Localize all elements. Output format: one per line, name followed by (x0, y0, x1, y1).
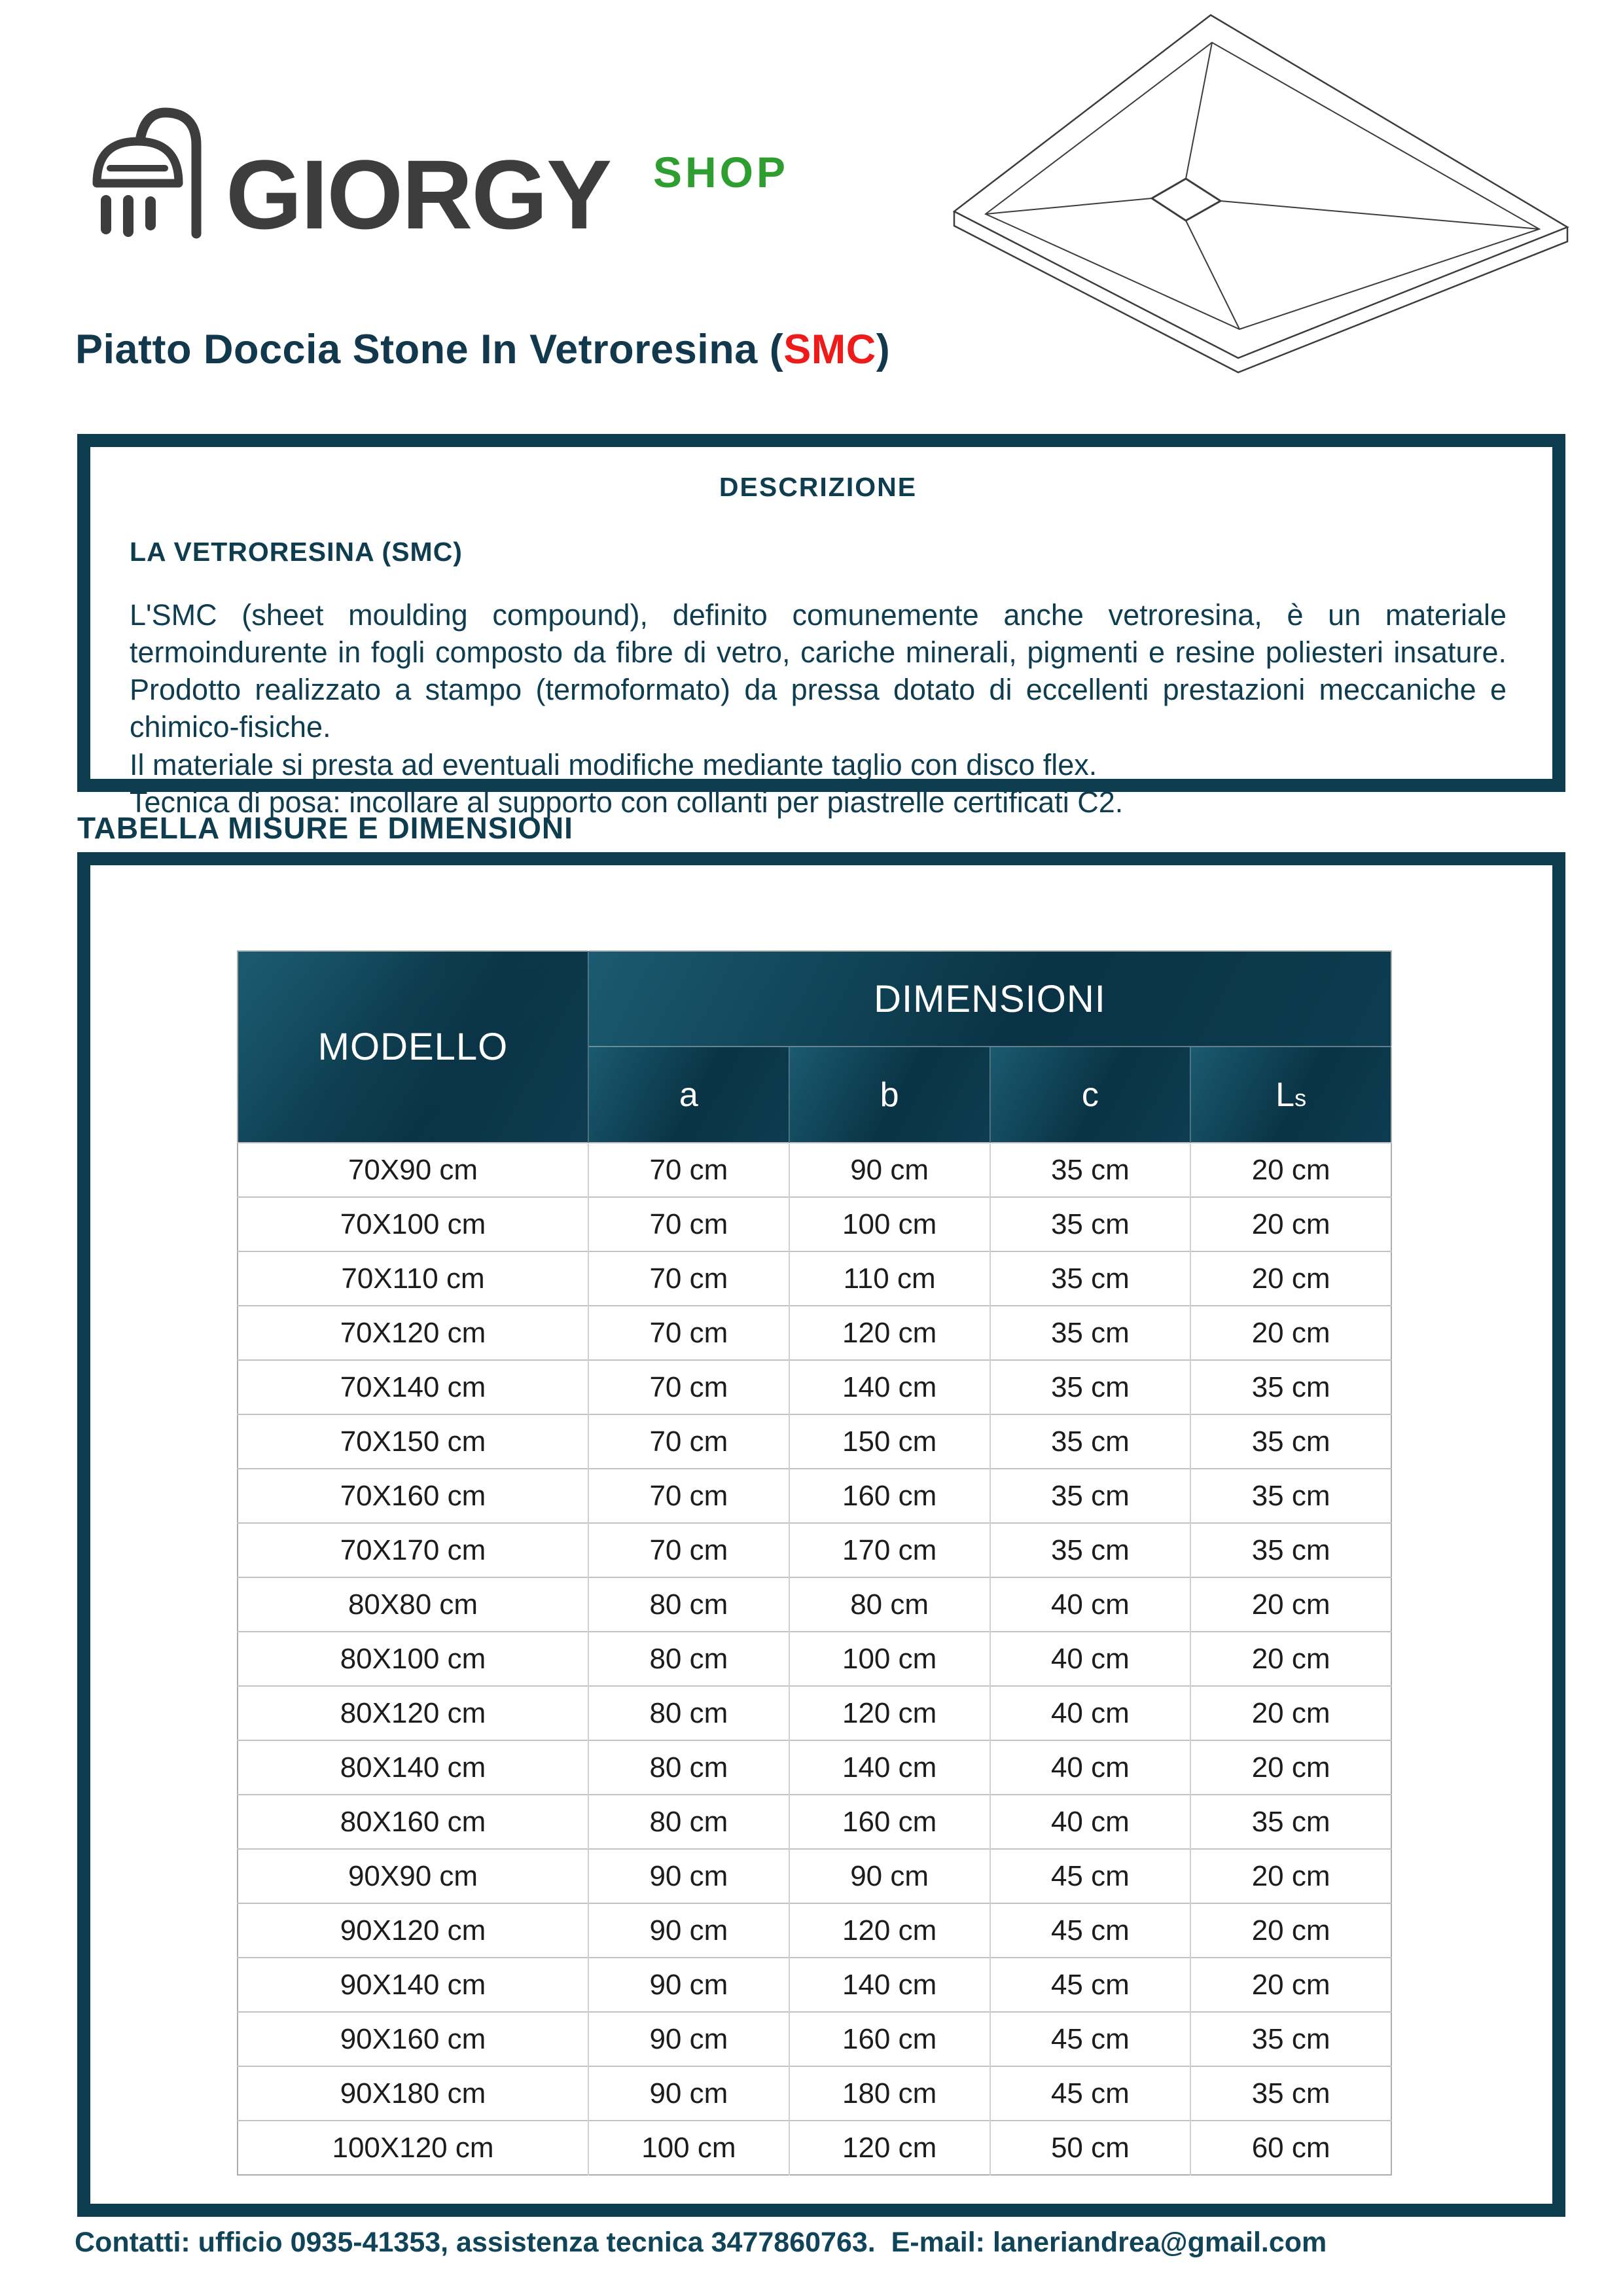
cell: 80 cm (588, 1632, 789, 1686)
cell: 90X120 cm (238, 1903, 588, 1958)
table-row (238, 1849, 1391, 1903)
description-heading: DESCRIZIONE (719, 472, 918, 502)
cell: 110 cm (789, 1251, 990, 1306)
column-header-dimensioni: DIMENSIONI (588, 951, 1391, 1047)
table-row (238, 1143, 1391, 1197)
cell: 70X100 cm (238, 1197, 588, 1251)
shower-tray-drawing (949, 10, 1587, 376)
cell: 70X110 cm (238, 1251, 588, 1306)
cell: 140 cm (789, 1958, 990, 2012)
cell: 70 cm (588, 1469, 789, 1523)
cell: 20 cm (1190, 1197, 1391, 1251)
description-text (130, 596, 1507, 821)
cell: 80 cm (588, 1577, 789, 1632)
cell: 70 cm (588, 1306, 789, 1360)
cell: 90X160 cm (238, 2012, 588, 2066)
cell: 35 cm (990, 1251, 1191, 1306)
cell: 120 cm (789, 1686, 990, 1740)
page-title (75, 326, 890, 373)
cell: 90X90 cm (238, 1849, 588, 1903)
cell: 35 cm (1190, 1360, 1391, 1414)
table-row (238, 1360, 1391, 1414)
cell: 35 cm (990, 1523, 1191, 1577)
description-box (77, 434, 1565, 819)
cell: 100 cm (789, 1632, 990, 1686)
description-subheading: LA VETRORESINA (SMC) (130, 537, 463, 567)
cell: 35 cm (1190, 1795, 1391, 1849)
cell: 20 cm (1190, 1251, 1391, 1306)
cell: 35 cm (990, 1197, 1191, 1251)
cell: 20 cm (1190, 1632, 1391, 1686)
table-body (238, 1143, 1391, 2175)
cell: 40 cm (990, 1740, 1191, 1795)
cell: 35 cm (990, 1414, 1191, 1469)
title-highlight: SMC (783, 327, 876, 372)
cell: 70X140 cm (238, 1360, 588, 1414)
table-header (238, 951, 1391, 1143)
cell: 70X120 cm (238, 1306, 588, 1360)
cell: 80X160 cm (238, 1795, 588, 1849)
column-header-c: c (990, 1047, 1191, 1143)
cell: 120 cm (789, 2121, 990, 2175)
cell: 45 cm (990, 2066, 1191, 2121)
cell: 35 cm (1190, 1414, 1391, 1469)
cell: 70 cm (588, 1360, 789, 1414)
cell: 20 cm (1190, 1686, 1391, 1740)
column-header-modello: MODELLO (238, 951, 588, 1143)
table-row (238, 1251, 1391, 1306)
column-header-b: b (789, 1047, 990, 1143)
table-row (238, 1686, 1391, 1740)
cell: 45 cm (990, 2012, 1191, 2066)
cell: 20 cm (1190, 1306, 1391, 1360)
cell: 35 cm (990, 1143, 1191, 1197)
cell: 20 cm (1190, 1740, 1391, 1795)
cell: 100 cm (588, 2121, 789, 2175)
cell: 45 cm (990, 1958, 1191, 2012)
column-header-ls: Ls (1190, 1047, 1391, 1143)
table-row (238, 1795, 1391, 1849)
cell: 90 cm (789, 1143, 990, 1197)
cell: 160 cm (789, 1469, 990, 1523)
cell: 20 cm (1190, 1577, 1391, 1632)
cell: 90 cm (588, 1903, 789, 1958)
cell: 35 cm (990, 1360, 1191, 1414)
cell: 80X80 cm (238, 1577, 588, 1632)
table-row (238, 2012, 1391, 2066)
dimensions-table (237, 950, 1392, 2176)
cell: 40 cm (990, 1686, 1191, 1740)
cell: 70 cm (588, 1197, 789, 1251)
title-prefix: Piatto Doccia Stone In Vetroresina ( (75, 327, 784, 372)
table-row (238, 1632, 1391, 1686)
cell: 40 cm (990, 1795, 1191, 1849)
cell: 35 cm (1190, 1469, 1391, 1523)
table-row (238, 1577, 1391, 1632)
cell: 35 cm (990, 1469, 1191, 1523)
dimensions-table-box (77, 852, 1565, 2217)
cell: 80X140 cm (238, 1740, 588, 1795)
cell: 90 cm (588, 2012, 789, 2066)
cell: 120 cm (789, 1903, 990, 1958)
cell: 120 cm (789, 1306, 990, 1360)
cell: 45 cm (990, 1849, 1191, 1903)
cell: 80X120 cm (238, 1686, 588, 1740)
cell: 20 cm (1190, 1143, 1391, 1197)
cell: 80 cm (789, 1577, 990, 1632)
cell: 70X150 cm (238, 1414, 588, 1469)
cell: 35 cm (1190, 1523, 1391, 1577)
cell: 20 cm (1190, 1903, 1391, 1958)
footer-contacts: Contatti: ufficio 0935-41353, assistenza tecnica 3477860763. E-mail: laneriandrea@gmail.com (75, 2227, 1327, 2258)
cell: 80 cm (588, 1795, 789, 1849)
table-row (238, 1197, 1391, 1251)
shower-icon (92, 98, 206, 245)
cell: 90 cm (588, 2066, 789, 2121)
cell: 70 cm (588, 1414, 789, 1469)
cell: 150 cm (789, 1414, 990, 1469)
cell: 100X120 cm (238, 2121, 588, 2175)
table-row (238, 1958, 1391, 2012)
cell: 180 cm (789, 2066, 990, 2121)
table-row (238, 1414, 1391, 1469)
brand-suffix: SHOP (653, 148, 789, 196)
cell: 90 cm (588, 1958, 789, 2012)
cell: 70 cm (588, 1143, 789, 1197)
cell: 70 cm (588, 1523, 789, 1577)
cell: 80X100 cm (238, 1632, 588, 1686)
table-row (238, 1469, 1391, 1523)
cell: 70 cm (588, 1251, 789, 1306)
cell: 70X160 cm (238, 1469, 588, 1523)
cell: 40 cm (990, 1632, 1191, 1686)
cell: 35 cm (1190, 2012, 1391, 2066)
table-row (238, 1306, 1391, 1360)
cell: 40 cm (990, 1577, 1191, 1632)
cell: 80 cm (588, 1686, 789, 1740)
cell: 140 cm (789, 1360, 990, 1414)
cell: 70X170 cm (238, 1523, 588, 1577)
cell: 60 cm (1190, 2121, 1391, 2175)
cell: 20 cm (1190, 1849, 1391, 1903)
table-row (238, 1523, 1391, 1577)
cell: 50 cm (990, 2121, 1191, 2175)
brand-name: GIORGY (226, 139, 611, 249)
table-row (238, 2121, 1391, 2175)
cell: 90X140 cm (238, 1958, 588, 2012)
cell: 140 cm (789, 1740, 990, 1795)
cell: 35 cm (990, 1306, 1191, 1360)
cell: 45 cm (990, 1903, 1191, 1958)
description-paragraph: L'SMC (sheet moulding compound), definito comunemente anche vetroresina, è un materiale termoindurente in fogli composto da fibre di vetro, cariche minerali, pigmenti e resine poliesteri insature. Prodotto realizzato a stampo (termoformato) da pressa dotato di eccellenti prestazioni meccaniche e chimico-fisiche. (130, 598, 1507, 744)
cell: 90 cm (789, 1849, 990, 1903)
column-header-a: a (588, 1047, 789, 1143)
cell: 90 cm (588, 1849, 789, 1903)
cell: 160 cm (789, 2012, 990, 2066)
cell: 90X180 cm (238, 2066, 588, 2121)
cell: 70X90 cm (238, 1143, 588, 1197)
cell: 100 cm (789, 1197, 990, 1251)
table-row (238, 2066, 1391, 2121)
cell: 20 cm (1190, 1958, 1391, 2012)
table-row (238, 1740, 1391, 1795)
description-paragraph: Il materiale si presta ad eventuali modifiche mediante taglio con disco flex. (130, 747, 1097, 781)
cell: 80 cm (588, 1740, 789, 1795)
cell: 170 cm (789, 1523, 990, 1577)
description-paragraph: Tecnica di posa: incollare al supporto con collanti per piastrelle certificati C2. (130, 785, 1124, 819)
cell: 160 cm (789, 1795, 990, 1849)
table-row (238, 1903, 1391, 1958)
title-suffix: ) (876, 327, 891, 372)
table-section-label: TABELLA MISURE E DIMENSIONI (77, 811, 573, 845)
cell: 35 cm (1190, 2066, 1391, 2121)
